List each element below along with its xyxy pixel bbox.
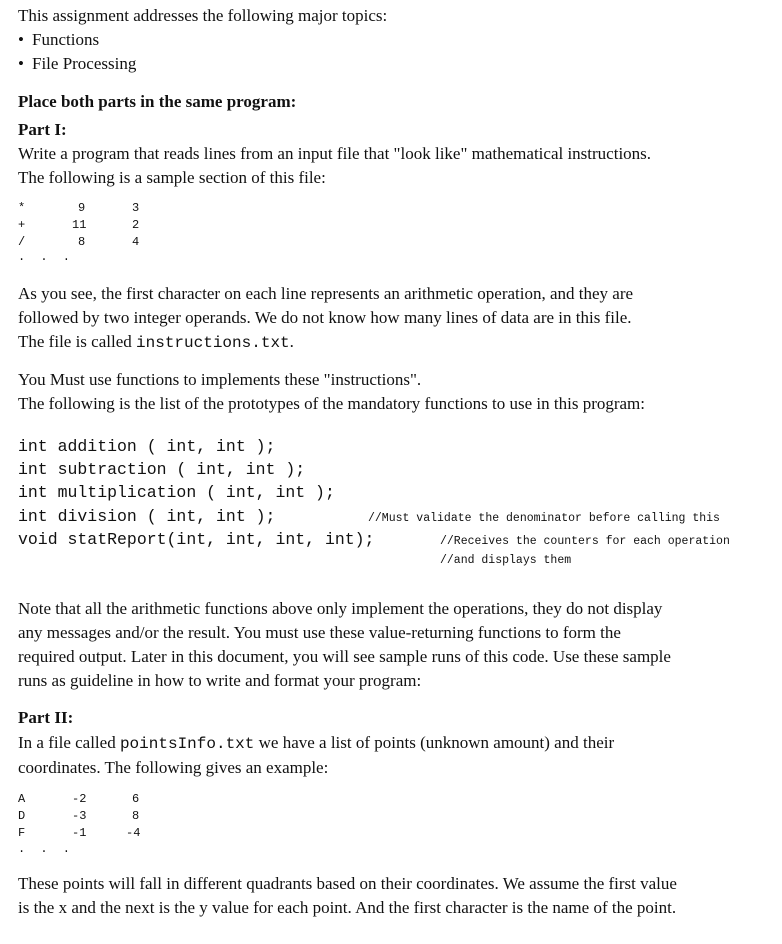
part1-paragraph: The following is the list of the prototypes of the mandatory functions to use in this program: <box>18 394 646 413</box>
point-name: A <box>18 792 26 806</box>
note-paragraph: Note that all the arithmetic functions above only implement the operations, they do not display <box>18 599 663 618</box>
text: . <box>289 332 294 351</box>
part2-paragraph: These points will fall in different quadrants based on their coordinates. We assume the first value <box>18 874 677 893</box>
code-comment: //Receives the counters for each operation <box>440 535 730 548</box>
part1-paragraph: The following is a sample section of this file: <box>18 168 326 187</box>
instruction-heading: Place both parts in the same program: <box>18 92 297 111</box>
point-y: 6 <box>132 792 140 806</box>
prototype: int multiplication ( int, int ); <box>18 483 335 502</box>
filename: pointsInfo.txt <box>119 735 255 753</box>
point-name: D <box>18 809 26 823</box>
text: we have a list of points (unknown amount) and their <box>254 733 615 752</box>
point-y: -4 <box>126 826 141 840</box>
sample-operand: 8 <box>78 235 86 249</box>
prototype: int subtraction ( int, int ); <box>18 460 306 479</box>
code-comment: //Must validate the denominator before calling this <box>368 512 720 525</box>
part1-paragraph: You Must use functions to implements these "instructions". <box>18 370 422 389</box>
prototype: int addition ( int, int ); <box>18 437 276 456</box>
sample-op: * <box>18 201 26 215</box>
filename: instructions.txt <box>136 334 290 352</box>
text: The file is called <box>18 332 137 351</box>
point-y: 8 <box>132 809 140 823</box>
sample-op: / <box>18 235 26 249</box>
text: In a file called <box>18 733 120 752</box>
sample-operand: 11 <box>72 218 87 232</box>
part2-paragraph: coordinates. The following gives an example: <box>18 758 329 777</box>
topic-item <box>18 28 99 52</box>
point-x: -2 <box>72 792 87 806</box>
sample-operand: 3 <box>132 201 140 215</box>
topic-item <box>18 52 136 76</box>
part1-paragraph: As you see, the first character on each line represents an arithmetic operation, and they are <box>18 284 634 303</box>
part2-paragraph: is the x and the next is the y value for each point. And the first character is the name of the point. <box>18 898 677 917</box>
part1-paragraph: followed by two integer operands. We do not know how many lines of data are in this file. <box>18 308 632 327</box>
note-paragraph: required output. Later in this document, you will see sample runs of this code. Use these sample <box>18 647 671 666</box>
part2-paragraph <box>18 731 778 756</box>
ellipsis: . . . <box>18 250 75 264</box>
sample-operand: 9 <box>78 201 86 215</box>
ellipsis: . . . <box>18 842 75 856</box>
prototype: void statReport(int, int, int, int); <box>18 530 375 549</box>
bullet-icon: • <box>18 30 24 49</box>
point-name: F <box>18 826 26 840</box>
part1-paragraph <box>18 330 778 355</box>
part1-heading: Part I: <box>18 120 67 139</box>
sample-operand: 2 <box>132 218 140 232</box>
sample-op: + <box>18 218 26 232</box>
topic-label: File Processing <box>32 54 137 73</box>
prototype: int division ( int, int ); <box>18 507 276 526</box>
intro-line: This assignment addresses the following major topics: <box>18 6 388 25</box>
sample-operand: 4 <box>132 235 140 249</box>
point-x: -3 <box>72 809 87 823</box>
code-comment: //and displays them <box>440 554 572 567</box>
note-paragraph: any messages and/or the result. You must use these value-returning functions to form the <box>18 623 621 642</box>
part2-heading: Part II: <box>18 708 74 727</box>
topic-label: Functions <box>32 30 100 49</box>
note-paragraph: runs as guideline in how to write and format your program: <box>18 671 422 690</box>
bullet-icon: • <box>18 54 24 73</box>
part1-paragraph: Write a program that reads lines from an input file that "look like" mathematical instructions. <box>18 144 652 163</box>
point-x: -1 <box>72 826 87 840</box>
